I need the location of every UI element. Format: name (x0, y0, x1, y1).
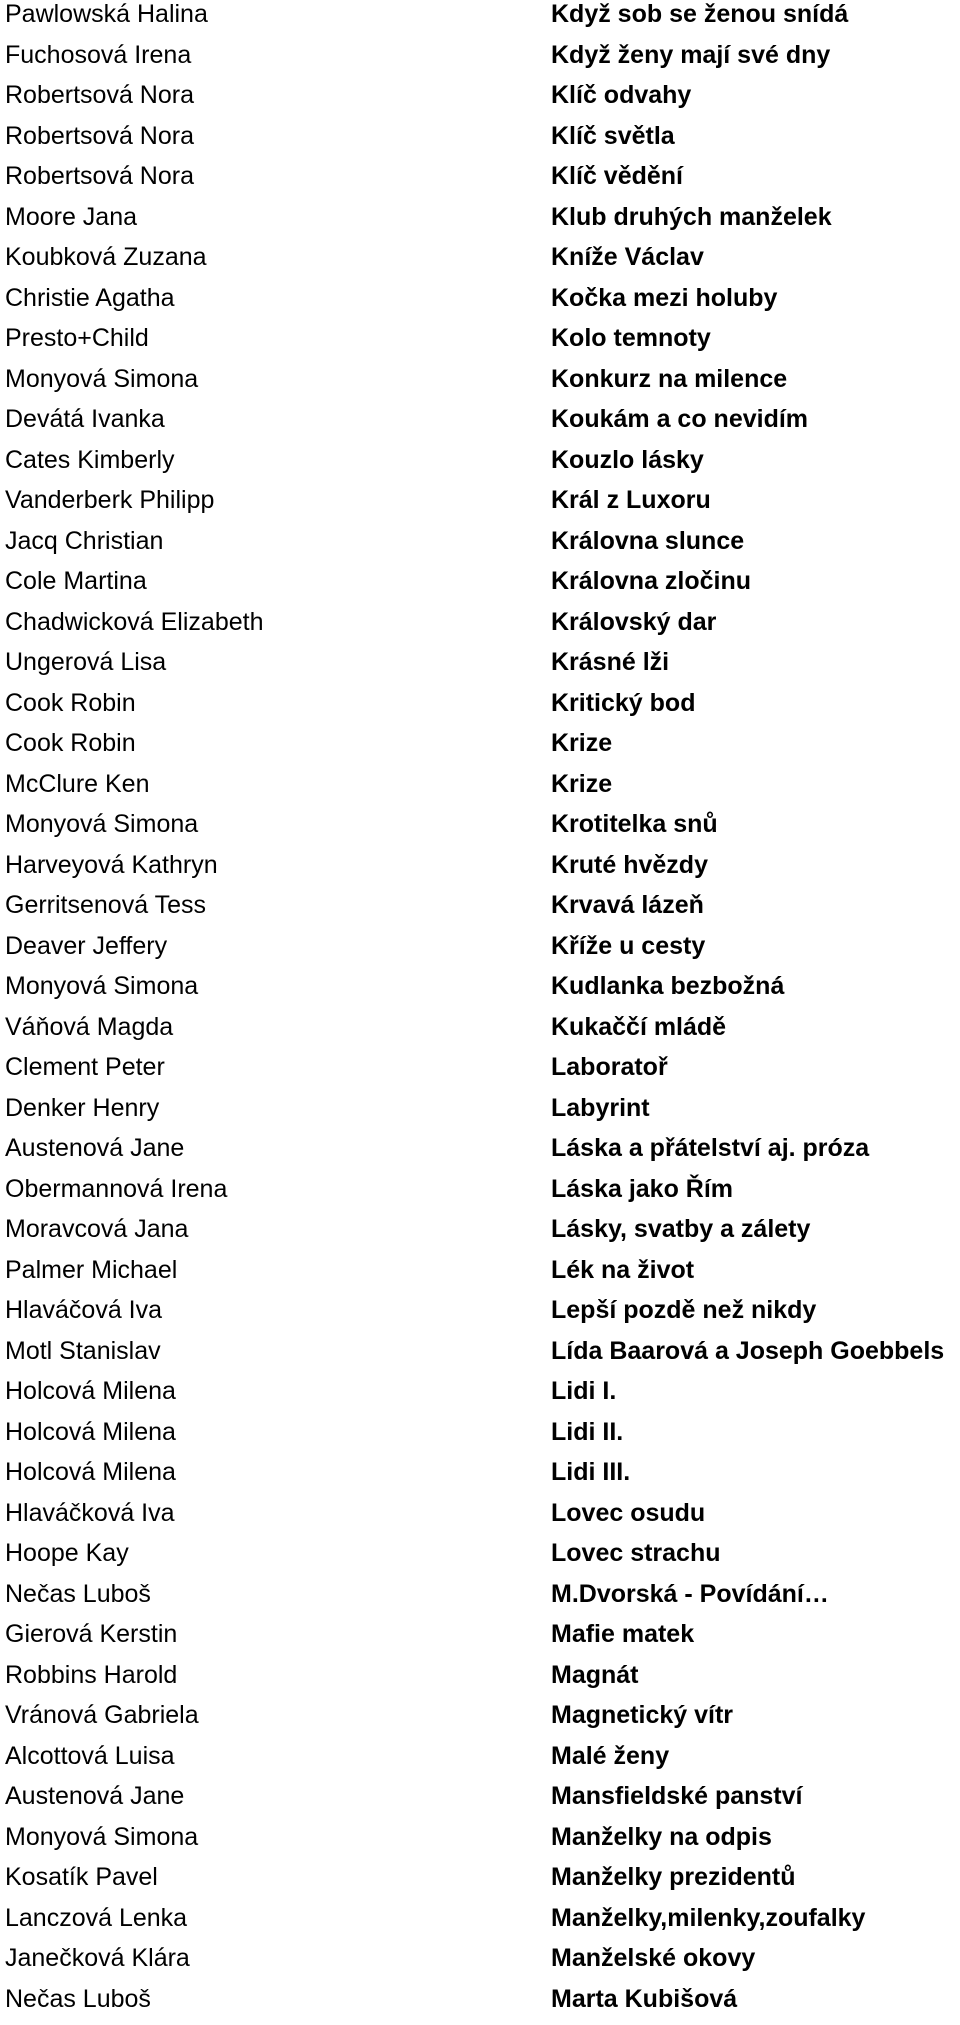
book-title: Laboratoř (551, 1053, 668, 1081)
author-name: Gierová Kerstin (5, 1620, 177, 1648)
author-name: Hlaváčková Iva (5, 1499, 175, 1527)
list-item (0, 1296, 960, 1337)
book-title: Král z Luxoru (551, 486, 711, 514)
list-item (0, 1377, 960, 1418)
list-item (0, 1458, 960, 1499)
author-name: Lanczová Lenka (5, 1904, 187, 1932)
book-title: Klíč světla (551, 122, 675, 150)
author-name: Alcottová Luisa (5, 1742, 175, 1770)
book-title: Kouzlo lásky (551, 446, 704, 474)
author-name: Austenová Jane (5, 1782, 184, 1810)
book-title: Lidi III. (551, 1458, 630, 1486)
list-item (0, 689, 960, 730)
list-item (0, 1256, 960, 1297)
book-title: Lovec osudu (551, 1499, 705, 1527)
list-item (0, 446, 960, 487)
list-item (0, 932, 960, 973)
book-title: Lásky, svatby a zálety (551, 1215, 810, 1243)
list-item (0, 1985, 960, 2025)
author-name: Ungerová Lisa (5, 648, 166, 676)
list-item (0, 0, 960, 41)
list-item (0, 162, 960, 203)
author-name: Vanderberk Philipp (5, 486, 214, 514)
book-title: Manželky na odpis (551, 1823, 772, 1851)
book-title: Lepší pozdě než nikdy (551, 1296, 816, 1324)
book-title: Labyrint (551, 1094, 650, 1122)
list-item (0, 1134, 960, 1175)
author-name: Váňová Magda (5, 1013, 173, 1041)
author-name: Devátá Ivanka (5, 405, 165, 433)
list-item (0, 41, 960, 82)
author-name: Clement Peter (5, 1053, 165, 1081)
author-name: Deaver Jeffery (5, 932, 167, 960)
list-item (0, 1418, 960, 1459)
list-item (0, 851, 960, 892)
list-item (0, 284, 960, 325)
list-item (0, 1539, 960, 1580)
list-item (0, 891, 960, 932)
author-name: Chadwicková Elizabeth (5, 608, 263, 636)
author-name: Vránová Gabriela (5, 1701, 199, 1729)
book-title: Kukaččí mládě (551, 1013, 726, 1041)
author-name: Monyová Simona (5, 972, 198, 1000)
author-name: Hlaváčová Iva (5, 1296, 162, 1324)
list-item (0, 1013, 960, 1054)
author-name: Nečas Luboš (5, 1985, 151, 2013)
book-title: Kritický bod (551, 689, 695, 717)
author-name: Holcová Milena (5, 1377, 176, 1405)
author-name: Jacq Christian (5, 527, 163, 555)
author-name: Moore Jana (5, 203, 137, 231)
author-name: Cole Martina (5, 567, 147, 595)
book-title: Krásné lži (551, 648, 669, 676)
book-title: Krvavá lázeň (551, 891, 704, 919)
book-title: Kruté hvězdy (551, 851, 708, 879)
author-name: Christie Agatha (5, 284, 175, 312)
list-item (0, 486, 960, 527)
book-title: Láska a přátelství aj. próza (551, 1134, 869, 1162)
list-item (0, 527, 960, 568)
author-name: Harveyová Kathryn (5, 851, 218, 879)
list-item (0, 567, 960, 608)
list-item (0, 810, 960, 851)
list-item (0, 1620, 960, 1661)
book-title: Královna slunce (551, 527, 744, 555)
book-title: Klíč odvahy (551, 81, 691, 109)
list-item (0, 1904, 960, 1945)
book-title: M.Dvorská - Povídání… (551, 1580, 829, 1608)
book-title: Lék na život (551, 1256, 694, 1284)
list-item (0, 1742, 960, 1783)
author-name: Robertsová Nora (5, 122, 194, 150)
list-item (0, 1215, 960, 1256)
book-title: Manželky prezidentů (551, 1863, 796, 1891)
author-name: Denker Henry (5, 1094, 159, 1122)
list-item (0, 243, 960, 284)
list-item (0, 1094, 960, 1135)
author-name: Hoope Kay (5, 1539, 129, 1567)
author-name: Kosatík Pavel (5, 1863, 158, 1891)
book-title: Malé ženy (551, 1742, 669, 1770)
book-title: Kočka mezi holuby (551, 284, 777, 312)
list-item (0, 1499, 960, 1540)
list-item (0, 770, 960, 811)
list-item (0, 203, 960, 244)
list-item (0, 1053, 960, 1094)
author-name: Robertsová Nora (5, 81, 194, 109)
author-name: Janečková Klára (5, 1944, 190, 1972)
list-item (0, 324, 960, 365)
list-item (0, 365, 960, 406)
book-title: Krotitelka snů (551, 810, 718, 838)
book-title: Lidi I. (551, 1377, 616, 1405)
list-item (0, 972, 960, 1013)
author-name: Robbins Harold (5, 1661, 177, 1689)
book-title: Mafie matek (551, 1620, 694, 1648)
list-item (0, 122, 960, 163)
list-item (0, 648, 960, 689)
book-title: Když sob se ženou snídá (551, 0, 848, 28)
book-title: Klíč vědění (551, 162, 683, 190)
list-item (0, 405, 960, 446)
book-title: Mansfieldské panství (551, 1782, 802, 1810)
list-item (0, 729, 960, 770)
book-title: Magnetický vítr (551, 1701, 733, 1729)
list-item (0, 81, 960, 122)
author-name: Moravcová Jana (5, 1215, 188, 1243)
author-name: Cates Kimberly (5, 446, 175, 474)
book-title: Krize (551, 770, 612, 798)
list-item (0, 1661, 960, 1702)
book-title: Lidi II. (551, 1418, 623, 1446)
list-item (0, 1782, 960, 1823)
author-name: Cook Robin (5, 689, 136, 717)
book-title: Klub druhých manželek (551, 203, 832, 231)
book-title: Lída Baarová a Joseph Goebbels (551, 1337, 944, 1365)
book-title: Koukám a co nevidím (551, 405, 808, 433)
book-title: Kníže Václav (551, 243, 704, 271)
author-name: Palmer Michael (5, 1256, 177, 1284)
list-item (0, 1701, 960, 1742)
author-name: Motl Stanislav (5, 1337, 161, 1365)
book-title: Marta Kubišová (551, 1985, 737, 2013)
book-title: Kolo temnoty (551, 324, 711, 352)
book-title: Krize (551, 729, 612, 757)
book-title: Láska jako Řím (551, 1175, 733, 1203)
book-title: Královna zločinu (551, 567, 751, 595)
book-title: Kříže u cesty (551, 932, 705, 960)
author-name: Nečas Luboš (5, 1580, 151, 1608)
author-name: Austenová Jane (5, 1134, 184, 1162)
list-item (0, 1863, 960, 1904)
list-item (0, 1175, 960, 1216)
author-name: Robertsová Nora (5, 162, 194, 190)
list-item (0, 1944, 960, 1985)
book-title: Konkurz na milence (551, 365, 787, 393)
author-name: Obermannová Irena (5, 1175, 227, 1203)
book-title: Manželské okovy (551, 1944, 755, 1972)
author-name: Monyová Simona (5, 1823, 198, 1851)
author-name: Cook Robin (5, 729, 136, 757)
book-title: Lovec strachu (551, 1539, 721, 1567)
list-item (0, 1823, 960, 1864)
author-name: Monyová Simona (5, 810, 198, 838)
book-title: Manželky,milenky,zoufalky (551, 1904, 865, 1932)
author-name: Holcová Milena (5, 1458, 176, 1486)
list-item (0, 1580, 960, 1621)
author-name: Gerritsenová Tess (5, 891, 206, 919)
author-name: McClure Ken (5, 770, 150, 798)
book-title: Když ženy mají své dny (551, 41, 830, 69)
author-name: Monyová Simona (5, 365, 198, 393)
list-item (0, 1337, 960, 1378)
book-title: Magnát (551, 1661, 639, 1689)
author-name: Koubková Zuzana (5, 243, 207, 271)
book-title: Královský dar (551, 608, 716, 636)
author-name: Presto+Child (5, 324, 149, 352)
author-name: Fuchosová Irena (5, 41, 191, 69)
list-item (0, 608, 960, 649)
book-title: Kudlanka bezbožná (551, 972, 784, 1000)
author-name: Holcová Milena (5, 1418, 176, 1446)
author-name: Pawlowská Halina (5, 0, 208, 28)
